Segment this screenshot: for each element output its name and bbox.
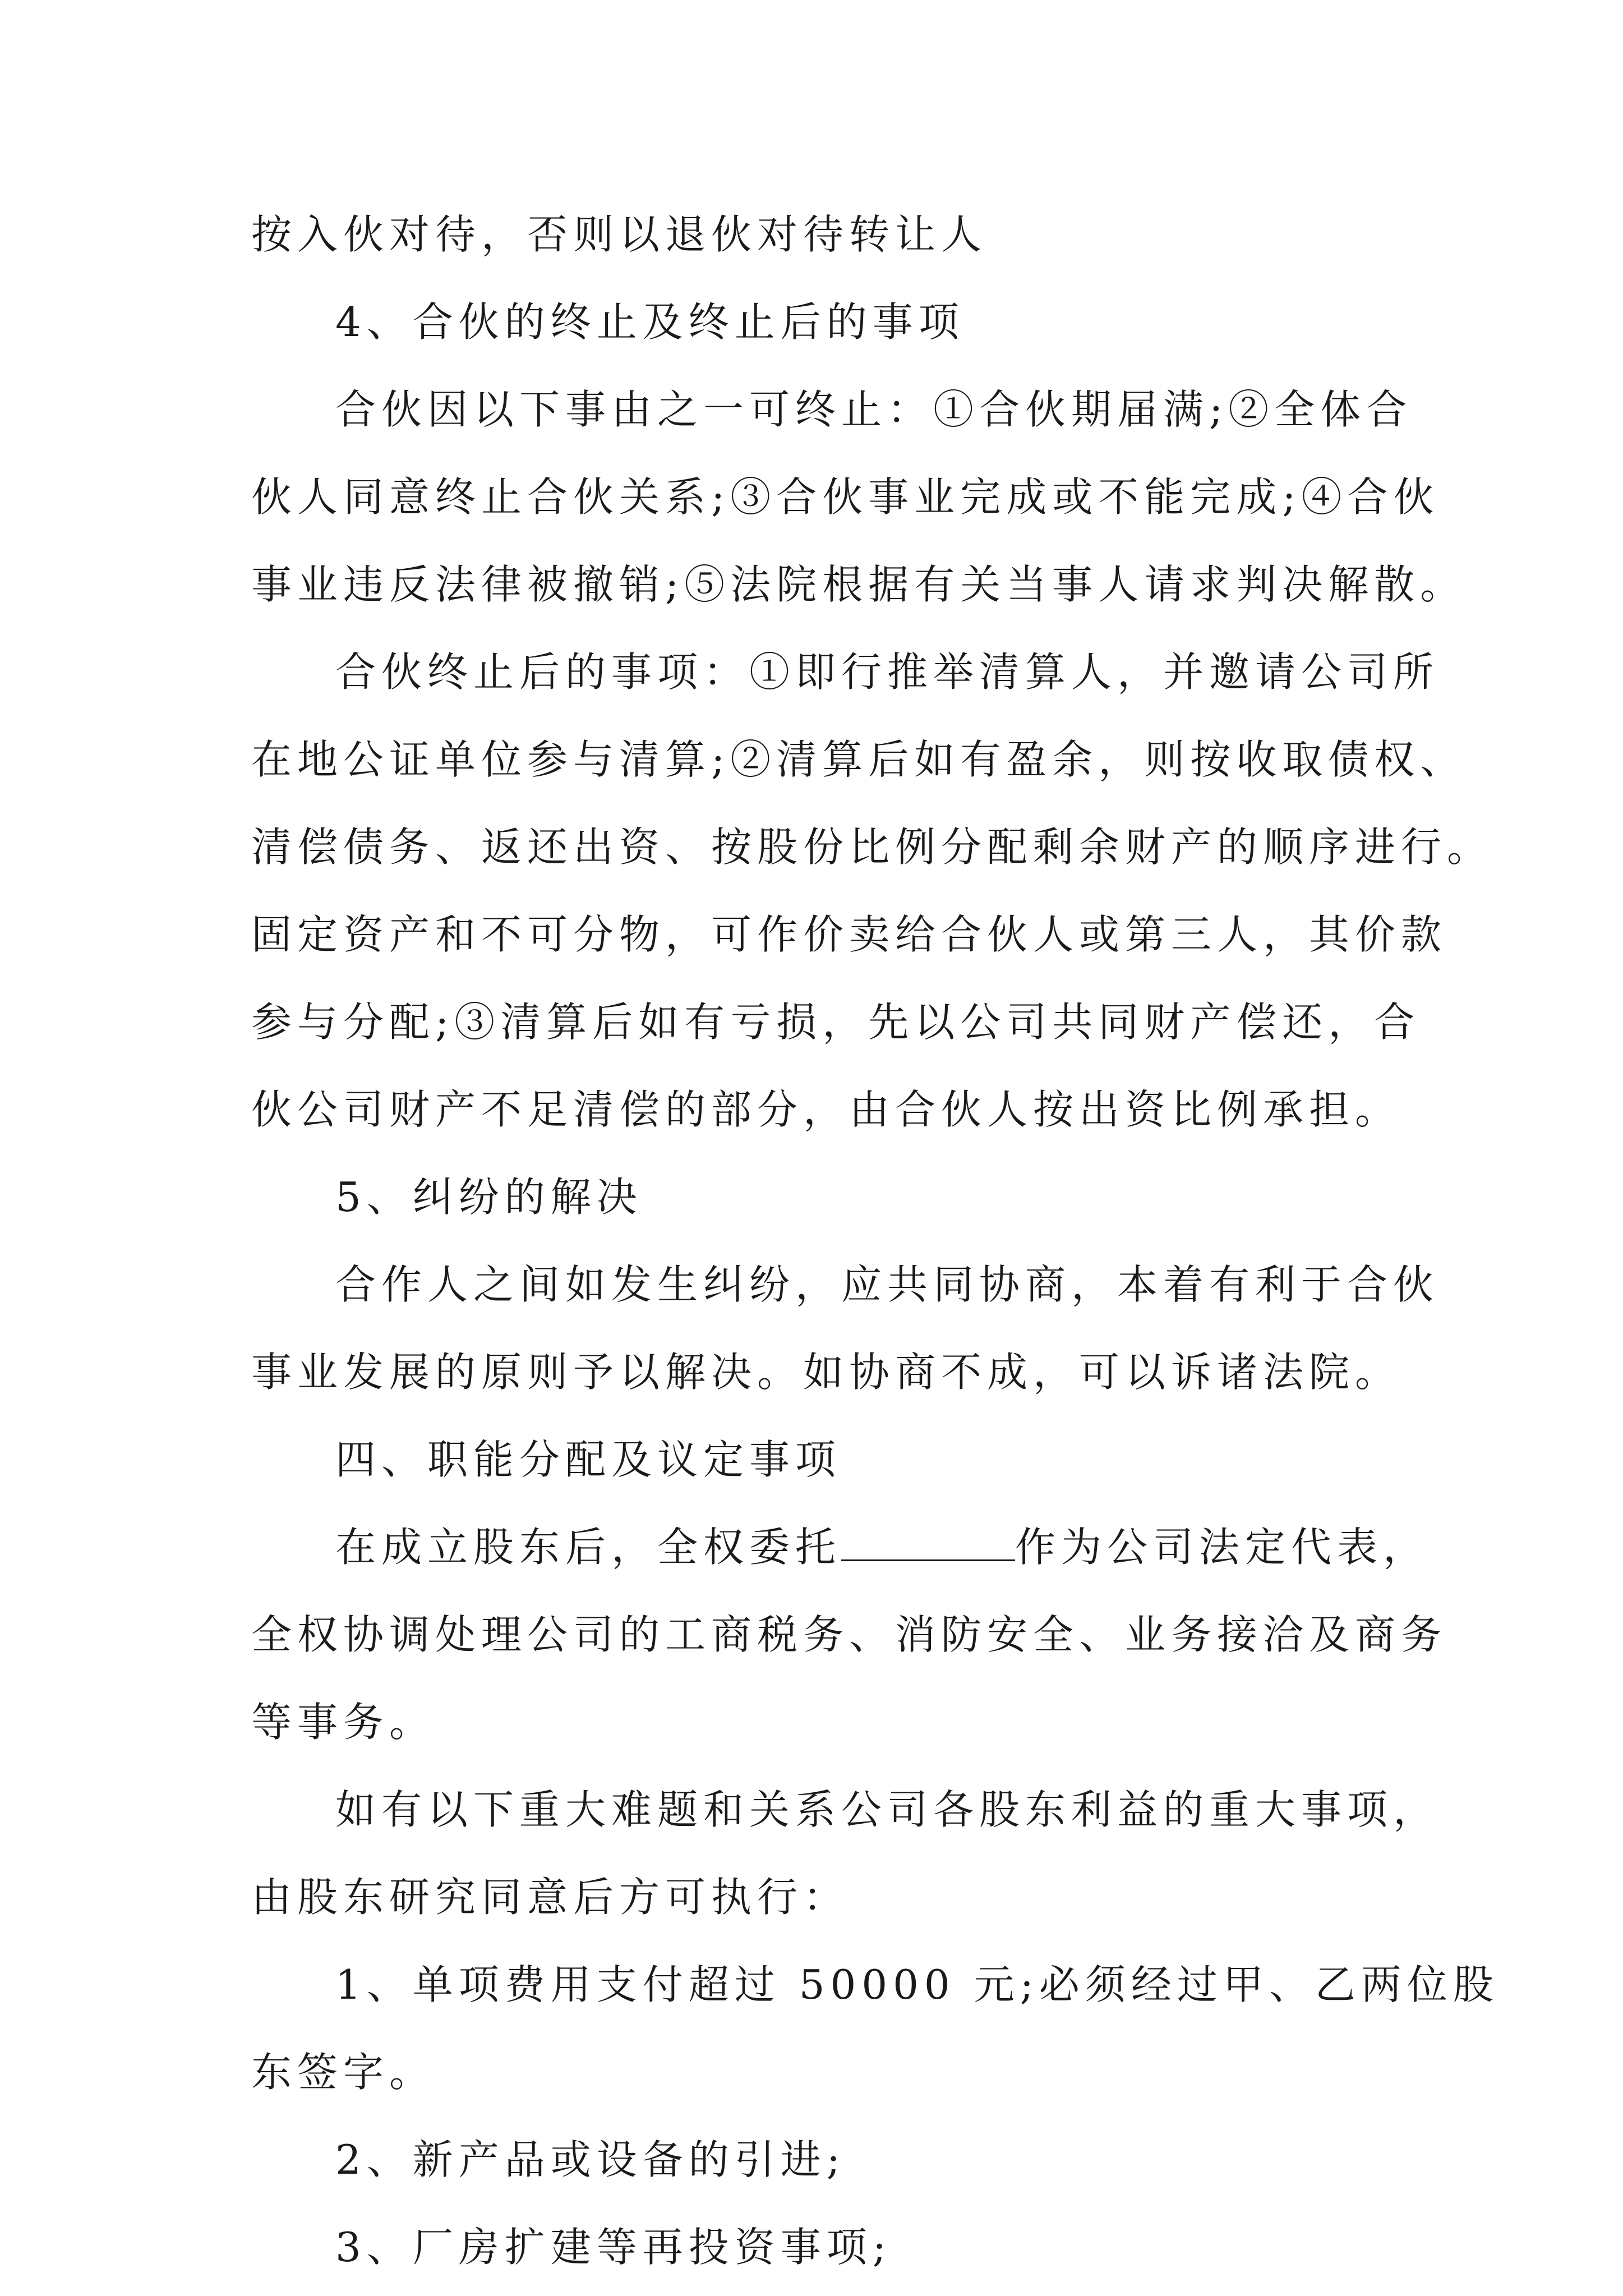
text-line: 伙人同意终止合伙关系;③合伙事业完成或不能完成;④合伙	[251, 473, 1440, 521]
text-line: 在地公证单位参与清算;②清算后如有盈余，则按收取债权、	[251, 736, 1467, 783]
appointment-line	[251, 1503, 1430, 1591]
text-line: 四、职能分配及议定事项	[335, 1436, 842, 1483]
text-line: 事业发展的原则予以解决。如协商不成，可以诉诸法院。	[251, 1349, 1401, 1396]
appointment-text-after: 作为公司法定代表，	[1015, 1524, 1430, 1571]
text-line: 合伙终止后的事项：①即行推举清算人，并邀请公司所	[335, 648, 1440, 696]
text-line: 按入伙对待，否则以退伙对待转让人	[251, 211, 988, 258]
text-line: 3、厂房扩建等再投资事项;	[335, 2224, 892, 2271]
representative-name-blank[interactable]	[841, 1526, 1015, 1561]
paragraph-block-a	[251, 191, 1493, 1503]
text-line: 固定资产和不可分物，可作价卖给合伙人或第三人，其价款	[251, 911, 1447, 958]
text-line: 伙公司财产不足清偿的部分，由合伙人按出资比例承担。	[251, 1086, 1401, 1133]
text-line: 等事务。	[251, 1699, 436, 1746]
text-line: 合伙因以下事由之一可终止：①合伙期届满;②全体合	[335, 386, 1413, 433]
text-line: 清偿债务、返还出资、按股份比例分配剩余财产的顺序进行。	[251, 823, 1493, 871]
text-line: 5、纠纷的解决	[335, 1174, 643, 1221]
document-body	[251, 191, 1499, 2291]
text-line: 4、合伙的终止及终止后的事项	[335, 298, 965, 346]
text-line: 东签字。	[251, 2049, 436, 2096]
text-line: 如有以下重大难题和关系公司各股东利益的重大事项，	[335, 1786, 1440, 1833]
paragraph-block-b	[251, 1591, 1499, 2291]
text-line: 参与分配;③清算后如有亏损，先以公司共同财产偿还，合	[251, 999, 1421, 1046]
text-line: 2、新产品或设备的引进;	[335, 2136, 846, 2183]
appointment-text-before: 在成立股东后，全权委托	[335, 1524, 842, 1571]
text-line: 全权协调处理公司的工商税务、消防安全、业务接洽及商务	[251, 1611, 1447, 1658]
text-line: 合作人之间如发生纠纷，应共同协商，本着有利于合伙	[335, 1261, 1440, 1308]
text-line: 1、单项费用支付超过 50000 元;必须经过甲、乙两位股	[335, 1961, 1499, 2008]
text-line: 由股东研究同意后方可执行：	[251, 1874, 850, 1921]
text-line: 事业违反法律被撤销;⑤法院根据有关当事人请求判决解散。	[251, 561, 1467, 608]
